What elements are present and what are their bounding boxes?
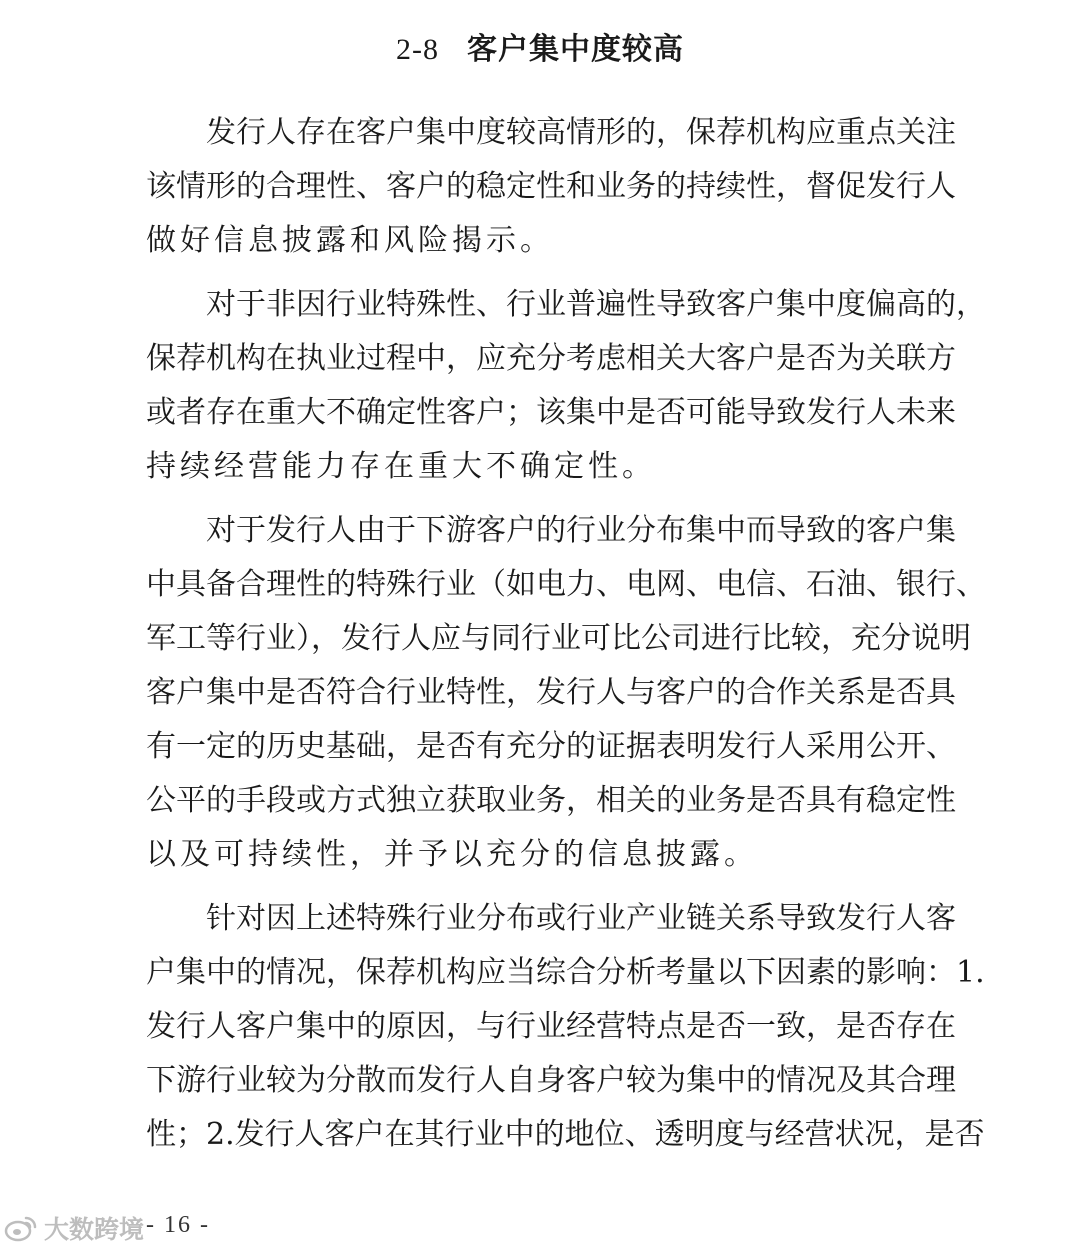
text-line: 下游行业较为分散而发行人自身客户较为集中的情况及其合理 — [146, 1063, 956, 1098]
watermark-text: 大数跨境 — [44, 1216, 145, 1244]
section-heading — [0, 28, 1080, 72]
weibo-logo-icon — [4, 1214, 38, 1242]
text-line: 该情形的合理性、客户的稳定性和业务的持续性，督促发行人 — [146, 169, 956, 204]
text-line: 军工等行业），发行人应与同行业可比公司进行比较，充分说明 — [146, 621, 971, 656]
text-line: 对于发行人由于下游客户的行业分布集中而导致的客户集 — [206, 513, 956, 548]
section-title: 客户集中度较高 — [467, 32, 684, 67]
text-line: 有一定的历史基础，是否有充分的证据表明发行人采用公开、 — [146, 729, 956, 764]
paragraph-4 — [146, 892, 985, 1162]
section-number: 2-8 — [396, 33, 439, 66]
paragraph-2 — [146, 278, 986, 494]
text-line: 对于非因行业特殊性、行业普遍性导致客户集中度偏高的， — [206, 287, 986, 322]
text-line: 发行人存在客户集中度较高情形的，保荐机构应重点关注 — [206, 115, 956, 150]
page-footer — [0, 1208, 1080, 1244]
paragraph-1 — [146, 106, 956, 268]
text-line: 或者存在重大不确定性客户；该集中是否可能导致发行人未来 — [146, 395, 956, 430]
text-line: 持续经营能力存在重大不确定性。 — [146, 449, 656, 484]
text-line: 发行人客户集中的原因，与行业经营特点是否一致，是否存在 — [146, 1009, 956, 1044]
text-line: 客户集中是否符合行业特性，发行人与客户的合作关系是否具 — [146, 675, 956, 710]
document-body — [146, 106, 986, 1172]
watermark — [4, 1210, 144, 1246]
text-line: 做好信息披露和风险揭示。 — [146, 223, 554, 258]
text-line: 性；2.发行人客户在其行业中的地位、透明度与经营状况，是否 — [146, 1117, 985, 1152]
text-line: 中具备合理性的特殊行业（如电力、电网、电信、石油、银行、 — [146, 567, 986, 602]
text-line: 保荐机构在执业过程中，应充分考虑相关大客户是否为关联方 — [146, 341, 956, 376]
text-line: 户集中的情况，保荐机构应当综合分析考量以下因素的影响：1. — [146, 955, 985, 990]
text-line: 针对因上述特殊行业分布或行业产业链关系导致发行人客 — [206, 901, 956, 936]
text-line: 公平的手段或方式独立获取业务，相关的业务是否具有稳定性 — [146, 783, 956, 818]
paragraph-3 — [146, 504, 986, 882]
page-number: - 16 - — [146, 1212, 210, 1238]
text-line: 以及可持续性，并予以充分的信息披露。 — [146, 837, 758, 872]
